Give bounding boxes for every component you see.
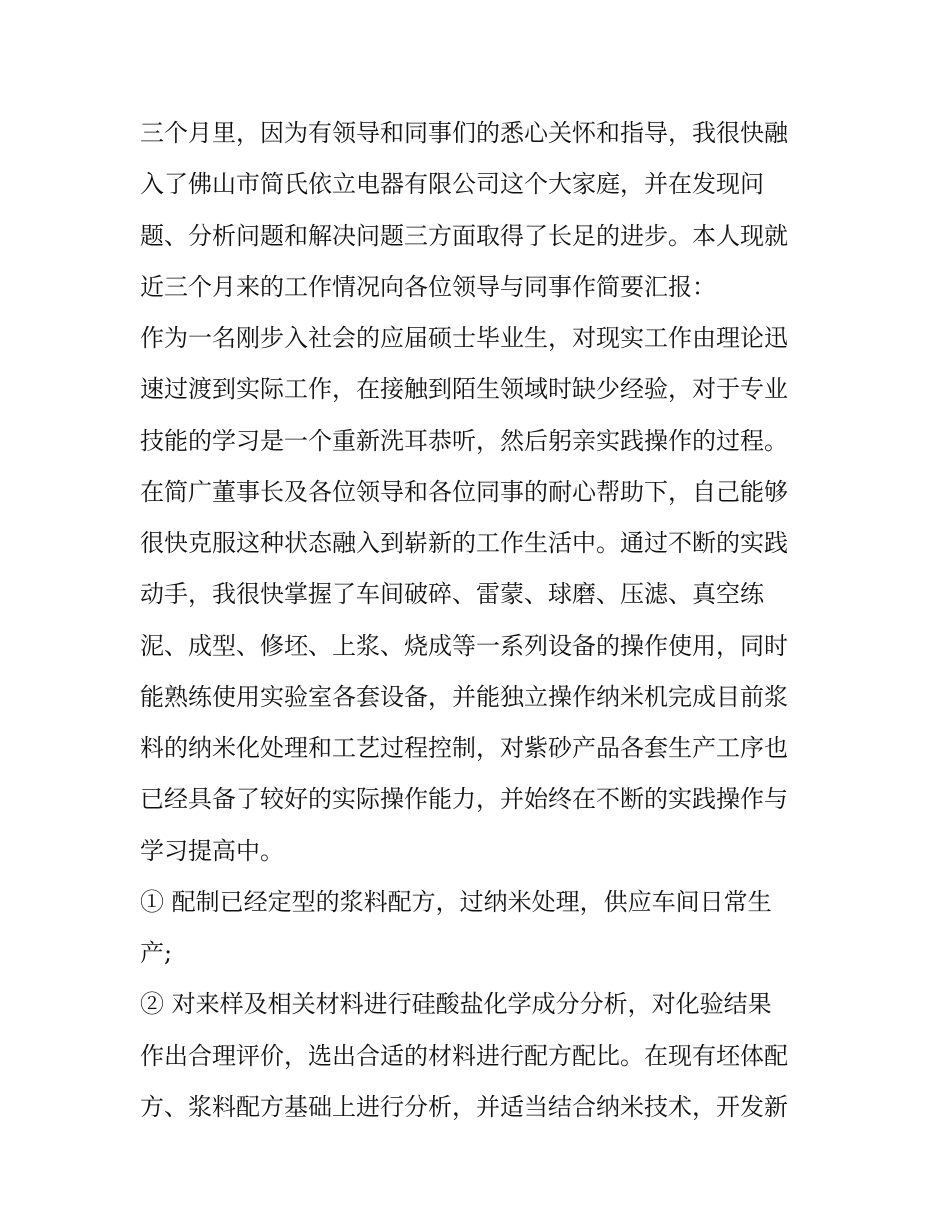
- body-text: [140, 108, 820, 1133]
- list-item-line: 产;: [140, 939, 173, 967]
- text-line: 能熟练使用实验室各套设备，并能独立操作纳米机完成目前浆: [140, 682, 788, 711]
- text-line: 作为一名刚步入社会的应届硕士毕业生，对现实工作由理论迅: [140, 324, 788, 352]
- list-item-line: ② 对来样及相关材料进行硅酸盐化学成分分析，对化验结果: [140, 990, 772, 1019]
- text-line: 题、分析问题和解决问题三方面取得了长足的进步。本人现就: [140, 221, 788, 250]
- text-line: 动手，我很快掌握了车间破碎、雷蒙、球磨、压滤、真空练: [140, 580, 764, 609]
- text-line: 近三个月来的工作情况向各位领导与同事作简要汇报：: [140, 272, 716, 301]
- text-line: 技能的学习是一个重新洗耳恭听，然后躬亲实践操作的过程。: [140, 426, 788, 455]
- list-item-line: ① 配制已经定型的浆料配方，过纳米处理，供应车间日常生: [140, 887, 772, 916]
- text-line: 速过渡到实际工作，在接触到陌生领域时缺少经验，对于专业: [140, 375, 788, 404]
- list-item-line: 作出合理评价，选出合适的材料进行配方配比。在现有坯体配: [140, 1041, 788, 1070]
- text-line: 泥、成型、修坯、上浆、烧成等一系列设备的操作使用，同时: [140, 631, 788, 660]
- text-line: 学习提高中。: [140, 836, 284, 865]
- text-line: 已经具备了较好的实际操作能力，并始终在不断的实践操作与: [140, 785, 788, 814]
- text-line: 料的纳米化处理和工艺过程控制，对紫砂产品各套生产工序也: [140, 734, 788, 762]
- text-line: 三个月里，因为有领导和同事们的悉心关怀和指导，我很快融: [140, 119, 788, 147]
- text-line: 在简广董事长及各位领导和各位同事的耐心帮助下，自己能够: [140, 477, 788, 506]
- text-line: 入了佛山市简氏依立电器有限公司这个大家庭，并在发现问: [140, 170, 764, 199]
- text-line: 很快克服这种状态融入到崭新的工作生活中。通过不断的实践: [140, 529, 788, 557]
- list-item-line: 方、浆料配方基础上进行分析，并适当结合纳米技术，开发新: [140, 1092, 788, 1121]
